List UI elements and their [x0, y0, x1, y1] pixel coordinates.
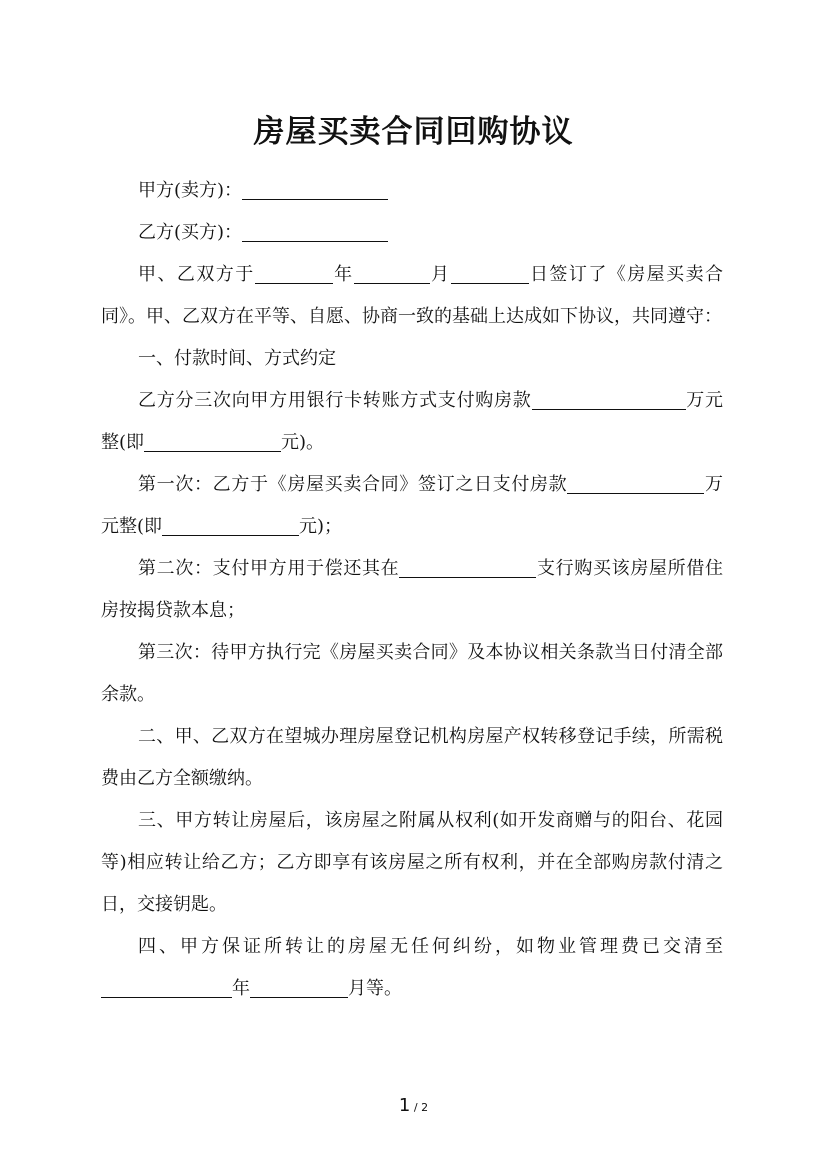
document-body [101, 170, 723, 1010]
intro-year-label: 年 [332, 264, 354, 285]
party-a-label: 甲方(卖方)： [138, 180, 243, 201]
payment-1-unit: 万元整(即 [101, 474, 724, 537]
page-current: 1 [398, 1095, 411, 1116]
page-number [0, 1095, 827, 1116]
payment-1-end: 元)； [299, 516, 343, 537]
intro-text: 甲、乙双方于 [138, 264, 255, 285]
party-b-blank [242, 219, 388, 242]
intro-month-blank [354, 261, 430, 284]
section-4-paragraph [101, 926, 723, 1010]
section-4-text: 四、甲方保证所转让的房屋无任何纠纷，如物业管理费已交清至 [138, 936, 723, 957]
total-amount-blank [532, 387, 686, 410]
payment-3-paragraph: 第三次：待甲方执行完《房屋买卖合同》及本协议相关条款当日付清全部余款。 [101, 642, 723, 705]
section-4-month: 月等。 [348, 978, 402, 999]
payment-1-text: 第一次：乙方于《房屋买卖合同》签订之日支付房款 [138, 474, 568, 495]
party-a-blank [242, 177, 388, 200]
intro-month-label: 月 [429, 264, 451, 285]
section-3-paragraph: 三、甲方转让房屋后，该房屋之附属从权利(如开发商赠与的阳台、花园等)相应转让给乙方；乙方即享有该房屋之所有权利，并在全部购房款付清之日，交接钥匙。 [101, 810, 723, 915]
fee-year-blank [101, 975, 232, 998]
intro-year-blank [255, 261, 333, 284]
party-a-line [101, 170, 723, 212]
payment-1-amount-blank [567, 471, 704, 494]
bank-branch-blank [399, 555, 536, 578]
payment-1-digits-blank [162, 513, 299, 536]
section-1-heading: 一、付款时间、方式约定 [138, 348, 336, 369]
document-title: 房屋买卖合同回购协议 [253, 114, 574, 150]
fee-month-blank [250, 975, 348, 998]
party-b-label: 乙方(买方)： [138, 222, 243, 243]
payment-1-paragraph [101, 464, 723, 548]
page-total: / 2 [410, 1101, 429, 1114]
total-amount-digits-blank [144, 429, 281, 452]
payment-2-text: 第二次：支付甲方用于偿还其在 [138, 558, 400, 579]
section-2-paragraph: 二、甲、乙双方在望城办理房屋登记机构房屋产权转移登记手续，所需税费由乙方全额缴纳。 [101, 726, 723, 789]
payment-2-rest: 支行购买该房屋所借住房按揭贷款本息； [101, 558, 724, 621]
section-1-paragraph [101, 380, 723, 464]
payment-2-paragraph [101, 548, 723, 632]
section-4-year: 年 [232, 978, 250, 999]
intro-day-blank [451, 261, 529, 284]
section-1-end: 元)。 [281, 432, 325, 453]
party-b-line [101, 212, 723, 254]
intro-day-text: 日签订了《房屋买卖合同》。甲、乙双方在平等、自愿、协商一致的基础上达成如下协议，共同遵守： [101, 264, 724, 327]
intro-paragraph [101, 254, 723, 338]
section-1-text: 乙方分三次向甲方用银行卡转账方式支付购房款 [138, 390, 532, 411]
section-1-unit: 万元整(即 [101, 390, 724, 453]
